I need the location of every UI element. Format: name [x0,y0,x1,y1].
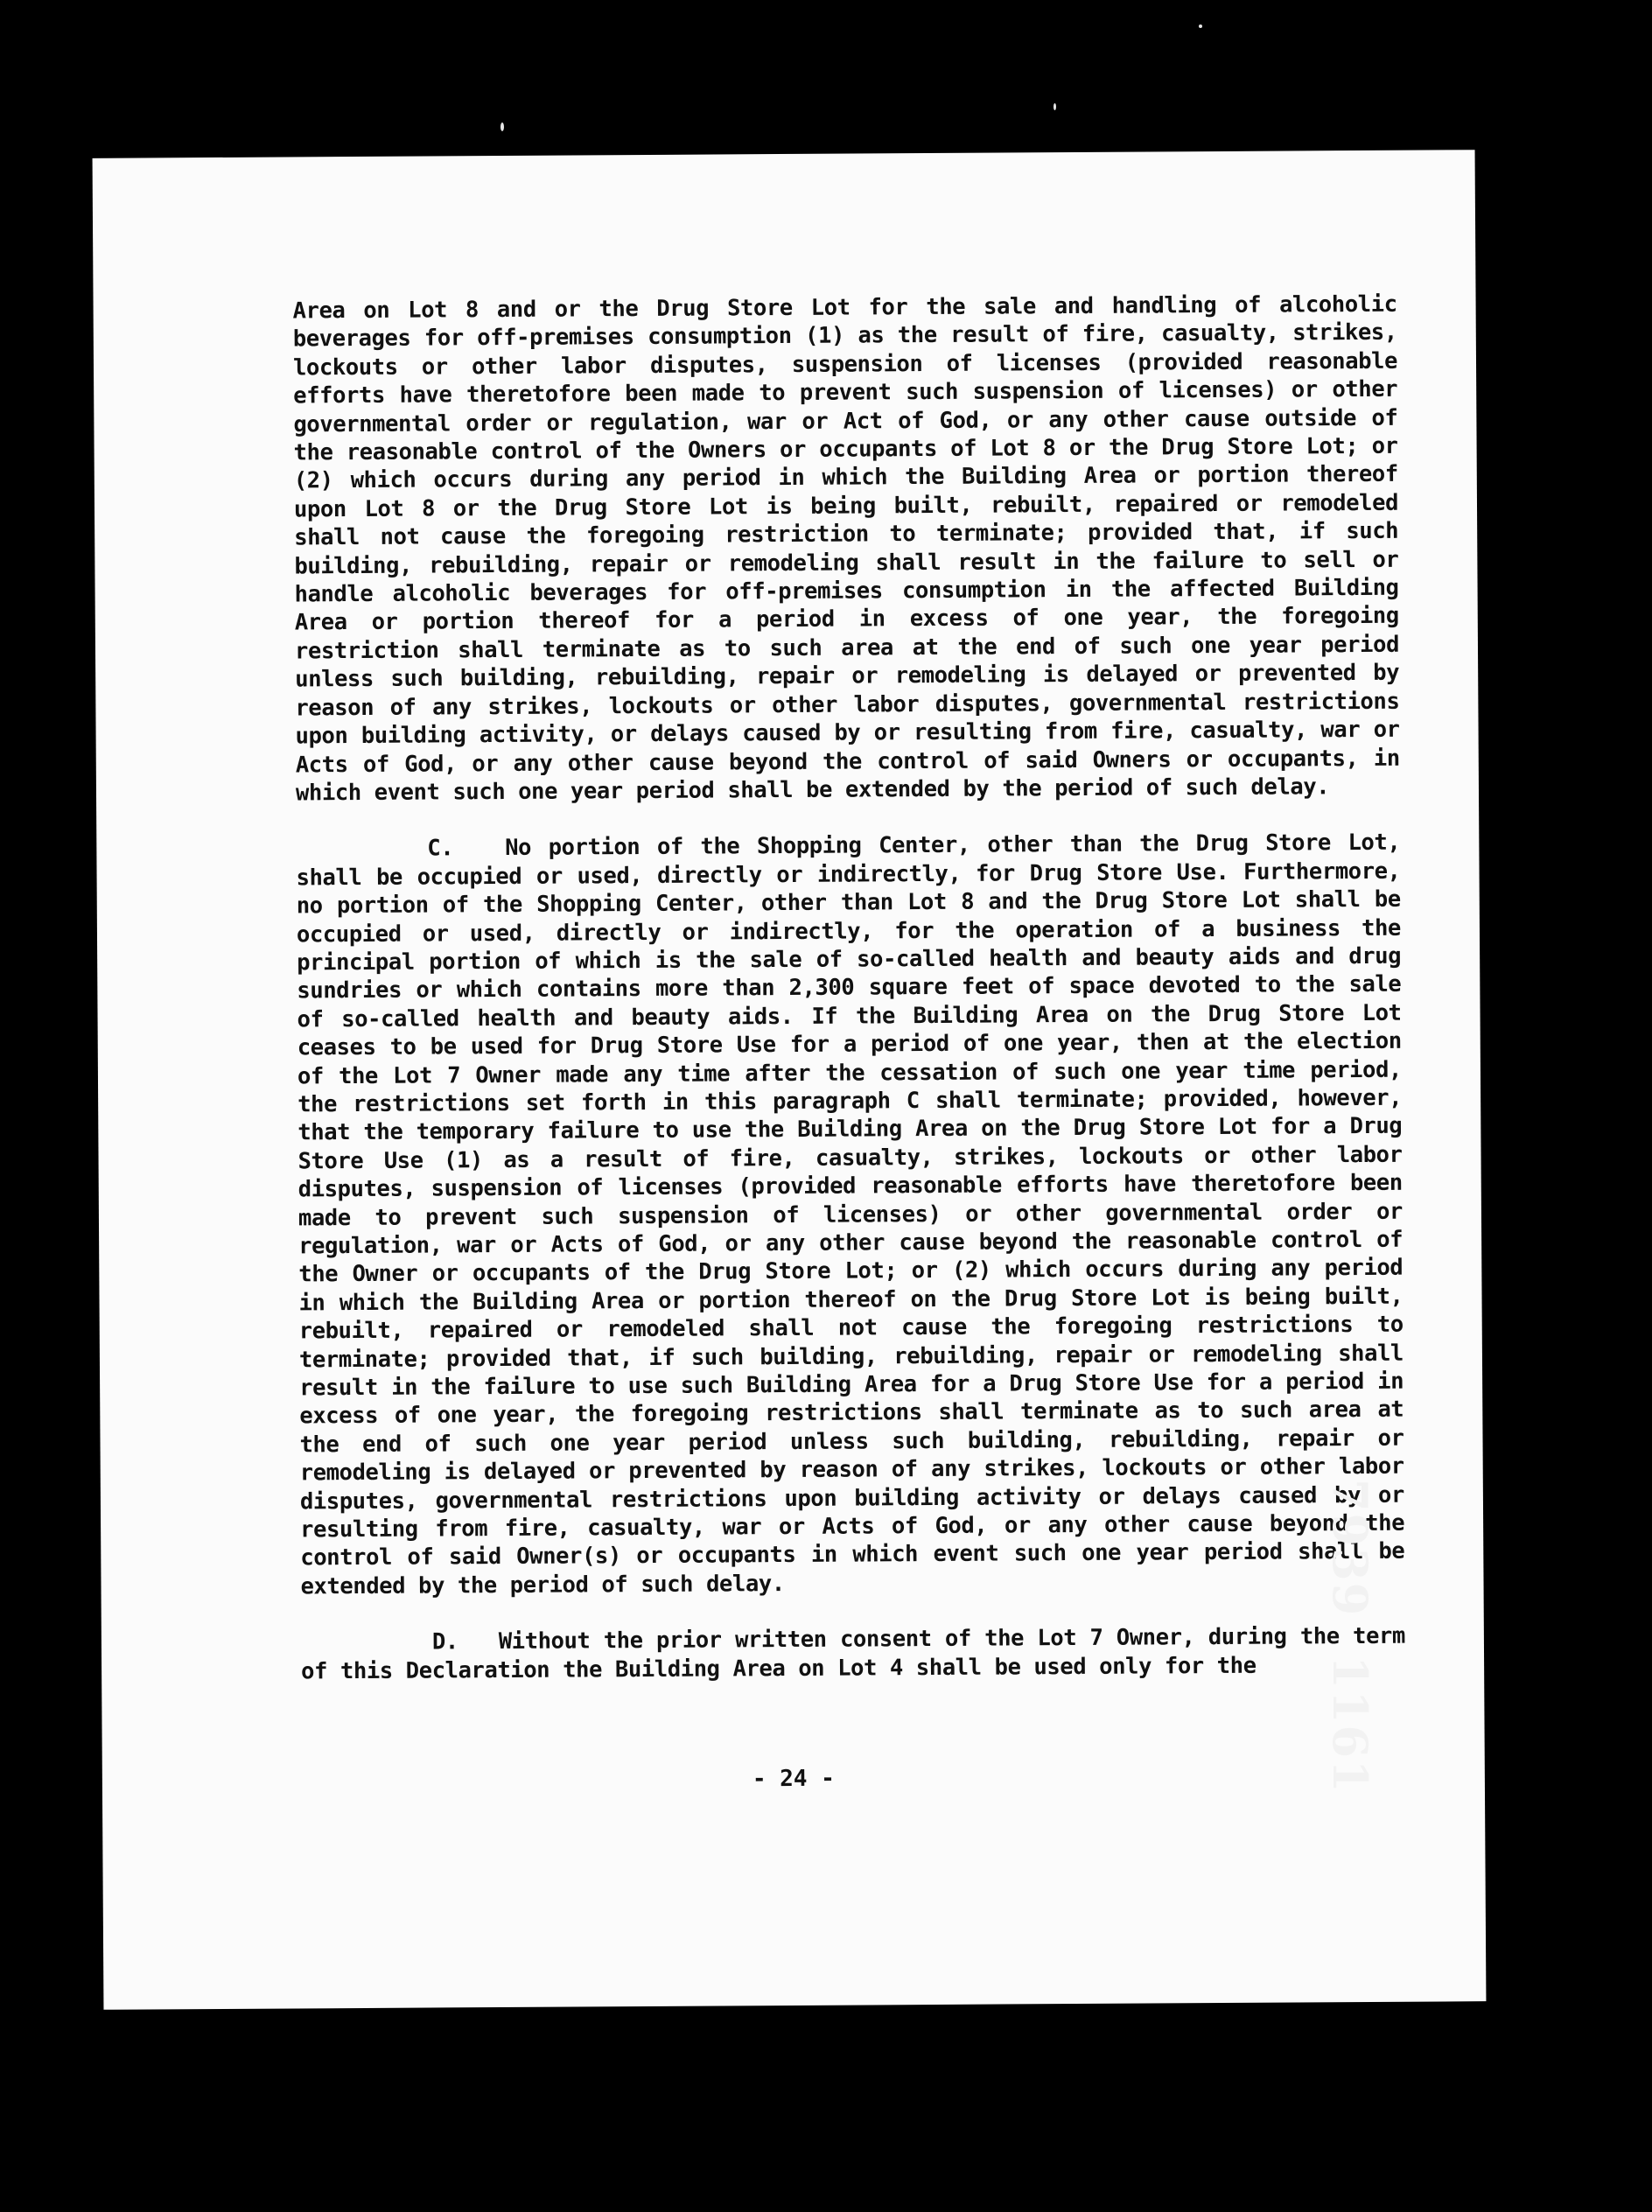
scan-speck [1054,103,1056,110]
paragraph-section-c [296,829,1404,1601]
paragraph-text: Without the prior written consent of the Lot 7 Owner, during the term of this Declaration the Building Area on Lot 4 shall be used only for the [301,1622,1405,1685]
paragraph-indent [296,856,427,857]
document-page [93,150,1487,2010]
document-body [293,290,1406,1686]
recording-book-number: 7939 [1322,1479,1378,1618]
recording-stamp [1322,1479,1378,1795]
section-label: C. [427,835,454,862]
section-label: D. [431,1628,458,1656]
scan-speck [500,122,504,131]
paragraph-text: No portion of the Shopping Center, other than the Drug Store Lot, shall be occupied or used, directly or indirectly, for Drug Store Use. Furthermore, no portion of the Shopping Center, other than Lot 8 and the Drug Store Lot shall be occupied or used, directly or indirectly, for the operation of a business the principal portion of which is the sale of so-called health and beauty aids and drug sundries or which contains more than 2,300 square feet of space devoted to the sale of so-called health and beauty aids. If the Building Area on the Drug Store Lot ceases to be used for Drug Store Use for a period of one year, then at the election of the Lot 7 Owner made any time after the cessation of such one year time period, the restrictions set forth in this paragraph C shall terminate; provided, however, that the temporary failure to use the Building Area on the Drug Store Lot for a Drug Store Use (1) as a result of fire, casualty, strikes, lockouts or other labor disputes, suspension of licenses (provided reasonable efforts have theretofore been made to prevent such suspension of licenses) or other governmental order or regulation, war or Acts of God, or any other cause beyond the reasonable control of the Owner or occupants of the Drug Store Lot; or (2) which occurs during any period in which the Building Area or portion thereof on the Drug Store Lot is being built, rebuilt, repaired or remodeled shall not cause the foregoing restrictions to terminate; provided that, if such building, rebuilding, repair or remodeling shall result in the failure to use such Building Area for a Drug Store Use for a period in excess of one year, the foregoing restrictions shall terminate as to such area at the end of such one year period unless such building, rebuilding, repair or remodeling is delayed or prevented by reason of any strikes, lockouts or other labor disputes, governmental restrictions upon building activity or delays caused by or resulting from fire, casualty, war or Acts of God, or any other cause beyond the control of said Owner(s) or occupants in which event such one year period shall be extended by the period of such delay. [296,830,1405,1600]
paragraph-text: Area on Lot 8 and or the Drug Store Lot for the sale and handling of alcoholic beverages for off-premises consumption (1) as the result of fire, casualty, strikes, lockouts or other labor disputes, suspension of licenses (provided reasonable efforts have theretofore been made to prevent such suspension of licenses) or other governmental order or regulation, war or Act of God, or any other cause outside of the reasonable control of the Owners or occupants of Lot 8 or the Drug Store Lot; or (2) which occurs during any period in which the Building Area or portion thereof upon Lot 8 or the Drug Store Lot is being built, rebuilt, repaired or remodeled shall not cause the foregoing restriction to terminate; provided that, if such building, rebuilding, repair or remodeling shall result in the failure to sell or handle alcoholic beverages for off-premises consumption in the affected Building Area or portion thereof for a period in excess of one year, the foregoing restriction shall terminate as to such area at the end of such one year period unless such building, rebuilding, repair or remodeling is delayed or prevented by reason of any strikes, lockouts or other labor disputes, governmental restrictions upon building activity, or delays caused by or resulting from fire, casualty, war or Acts of God, or any other cause beyond the control of said Owners or occupants, in which event such one year period shall be extended by the period of such delay. [292,290,1400,807]
paragraph-indent [301,1649,432,1650]
page-number: - 24 - [752,1765,835,1793]
recording-page-number: 1161 [1322,1656,1378,1795]
paragraph-section-d [301,1622,1405,1686]
scan-speck [1199,24,1202,28]
paragraph-continuation [293,290,1401,808]
